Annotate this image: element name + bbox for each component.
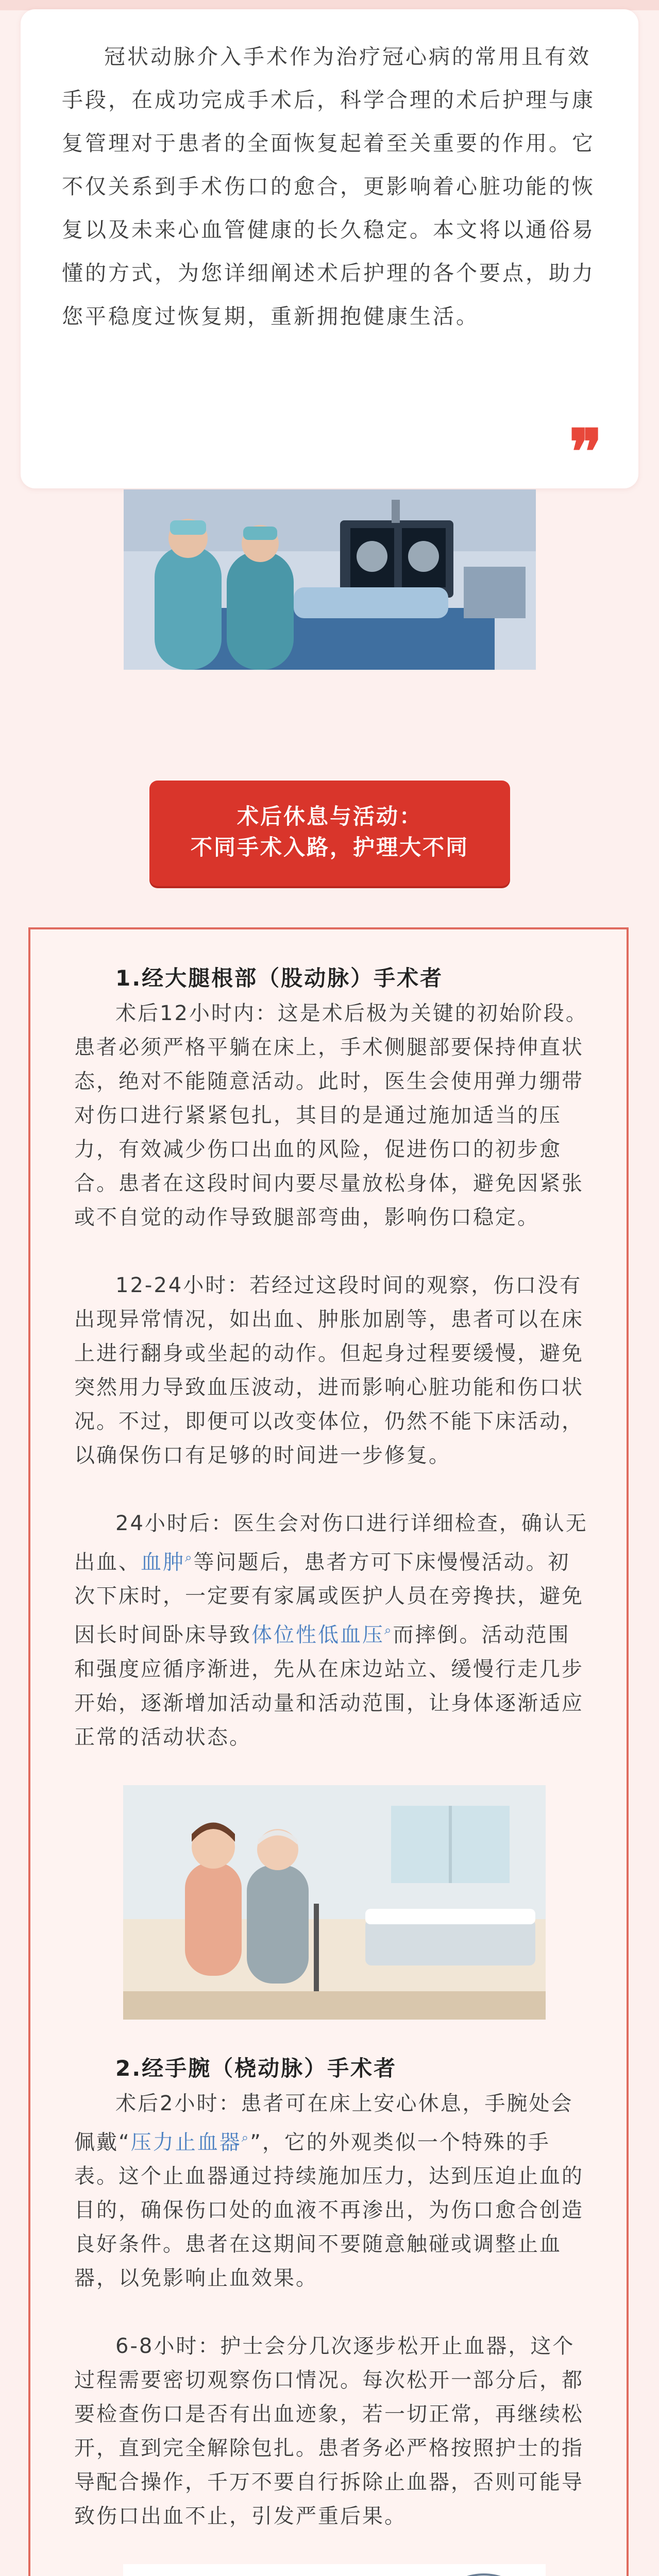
top-decor-strip: [0, 0, 659, 10]
paragraph-text: 等问题后，患者方可下床慢慢活动。初次下床时，一定要有家属或医护人员在旁搀扶，避免因长时间卧床导致: [74, 1550, 584, 1647]
paragraph-text: ”，它的外观类似一个特殊的手表。这个止血器通过持续施加压力，达到压迫止血的目的，确保伤口处的血液不再渗出，为伤口愈合创造良好条件。患者在这期间不要随意触碰或调整止血器，以免影响止血效果。: [74, 2130, 584, 2290]
content-body: [74, 960, 589, 2576]
section1-paragraph-3: [74, 1506, 589, 1754]
radial-compression-device-image: [123, 2564, 546, 2576]
section1-paragraph-2: 12-24小时：若经过这段时间的观察，伤口没有出现异常情况，如出血、肿胀加剧等，患者可以在床上进行翻身或坐起的动作。但起身过程要缓慢，避免突然用力导致血压波动，进而影响心脏功能和伤口状况。不过，即便可以改变体位，仍然不能下床活动，以确保伤口有足够的时间进一步修复。: [74, 1274, 584, 1467]
banner-title-line1: 术后休息与活动：: [236, 804, 423, 829]
section2-paragraph-1: [74, 2087, 589, 2295]
surgery-illustration: [124, 489, 536, 670]
section2-heading: 2.经手腕（桡动脉）手术者: [115, 2055, 397, 2081]
section1-paragraph-1: 术后12小时内：这是术后极为关键的初始阶段。患者必须严格平躺在床上，手术侧腿部要保持伸直状态，绝对不能随意活动。此时，医生会使用弹力绷带对伤口进行紧紧包扎，其目的是通过施加适当的压力，有效减少伤口出血的风险，促进伤口的初步愈合。患者在这段时间内要尽量放松身体，避免因紧张或不自觉的动作导致腿部弯曲，影响伤口稳定。: [74, 1002, 588, 1229]
banner-title-line2: 不同手术入路，护理大不同: [190, 835, 469, 860]
search-icon[interactable]: ⌕: [384, 1623, 393, 1638]
intro-paragraph: 冠状动脉介入手术作为治疗冠心病的常用且有效手段，在成功完成手术后，科学合理的术后护理与康复管理对于患者的全面恢复起着至关重要的作用。它不仅关系到手术伤口的愈合，更影响着心脏功能的恢复以及未来心血管健康的长久稳定。本文将以通俗易懂的方式，为您详细阐述术后护理的各个要点，助力您平稳度过恢复期，重新拥抱健康生活。: [62, 44, 595, 329]
section2-paragraph-2: 6-8小时：护士会分几次逐步松开止血器，这个过程需要密切观察伤口情况。每次松开一部分后，都要检查伤口是否有出血迹象，若一切正常，再继续松开，直到完全解除包扎。患者务必严格按照护士的指导配合操作，千万不要自行拆除止血器，否则可能导致伤口出血不止，引发严重后果。: [74, 2334, 584, 2528]
quote-mark-icon: ❞: [569, 416, 602, 488]
search-icon[interactable]: ⌕: [241, 2130, 250, 2145]
compression-device-link[interactable]: 压力止血器: [130, 2130, 242, 2154]
section1-heading: 1.经大腿根部（股动脉）手术者: [115, 965, 444, 991]
content-frame: [28, 927, 629, 2576]
elderly-walking-illustration: [123, 1785, 546, 2020]
paragraph-text: 而摔倒。活动范围和强度应循序渐进，先从在床边站立、缓慢行走几步开始，逐渐增加活动量和活动范围，让身体逐渐适应正常的活动状态。: [74, 1623, 584, 1749]
search-icon[interactable]: ⌕: [185, 1550, 194, 1565]
intro-card: [21, 9, 638, 488]
section-banner: [149, 781, 510, 886]
paragraph-text: 24小时后：医生会对伤口进行详细检查，确认无出血、: [74, 1512, 588, 1574]
hematoma-link[interactable]: 血肿: [141, 1550, 185, 1574]
paragraph-text: 术后2小时：患者可在床上安心休息，手腕处会佩戴“: [74, 2091, 573, 2154]
orthostatic-hypotension-link[interactable]: 体位性低血压: [251, 1623, 384, 1647]
